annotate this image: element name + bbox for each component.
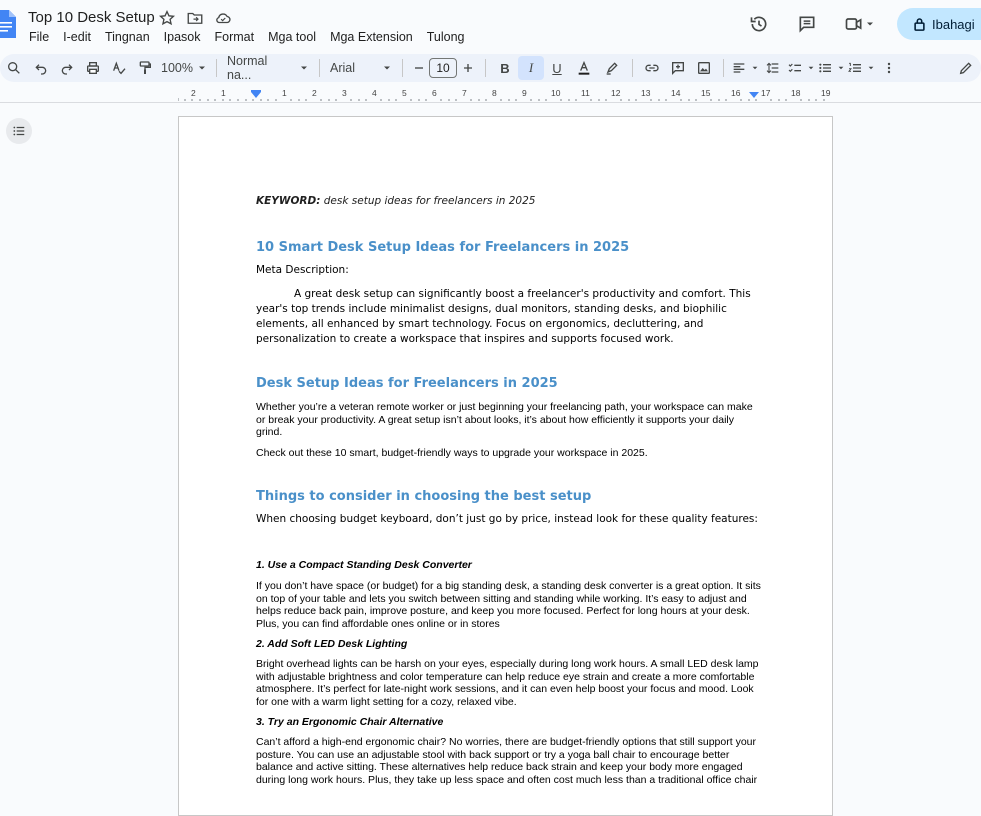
- chevron-down-icon: [807, 64, 815, 72]
- bold-button[interactable]: B: [500, 60, 510, 76]
- divider: [723, 59, 724, 77]
- ruler-label: 9: [522, 88, 527, 98]
- meet-button[interactable]: [843, 14, 875, 34]
- spellcheck-icon[interactable]: [106, 56, 132, 80]
- highlight-color-icon[interactable]: [598, 56, 626, 80]
- move-folder-icon[interactable]: [186, 9, 204, 27]
- checklist-select[interactable]: [786, 56, 816, 80]
- ruler-label: 14: [671, 88, 681, 98]
- ruler-label: 19: [821, 88, 831, 98]
- decrease-font-size-icon[interactable]: [409, 56, 429, 80]
- consider-paragraph: When choosing budget keyboard, don’t just go by price, instead look for these quality features:: [256, 513, 758, 525]
- left-indent-marker: [251, 92, 261, 98]
- ruler-label: 4: [372, 88, 377, 98]
- version-history-icon[interactable]: [747, 12, 771, 36]
- menu-extensions[interactable]: Mga Extension: [330, 30, 413, 44]
- keyword-value: desk setup ideas for freelancers in 2025: [320, 195, 536, 207]
- menu-format[interactable]: Format: [214, 30, 255, 44]
- chevron-down-icon: [197, 63, 207, 73]
- share-label: Ibahagi: [932, 16, 975, 32]
- ruler-label: 8: [492, 88, 497, 98]
- horizontal-ruler[interactable]: [178, 88, 833, 102]
- item-1-text: If you don’t have space (or budget) for a big standing desk, a standing desk converter is a great option. It sits on top of your table and lets you switch between sitting and standing while working. It’s easy to adjust and helps reduce back pain, improve posture, and keep you more focused. Perfect for long hours at your desk. Plus, you can find affordable ones online or in stores: [256, 580, 761, 630]
- keyword-line: [256, 195, 761, 210]
- underline-button[interactable]: U: [552, 60, 562, 76]
- intro-paragraph-1: Whether you’re a veteran remote worker or just beginning your freelancing path, your workspace can make or break your productivity. A great setup isn’t about looks, it’s about how efficiently it supports your daily grind.: [256, 401, 753, 438]
- ruler-label: 7: [462, 88, 467, 98]
- italic-button[interactable]: I: [518, 56, 544, 80]
- divider: [632, 59, 633, 77]
- style-value: Normal na...: [227, 54, 268, 82]
- edit-mode-icon[interactable]: [953, 56, 979, 80]
- paint-format-icon[interactable]: [132, 56, 158, 80]
- share-button[interactable]: [897, 8, 981, 40]
- ruler-label: 11: [581, 88, 590, 98]
- chevron-down-icon: [865, 19, 875, 29]
- font-select[interactable]: [326, 56, 396, 80]
- zoom-value: 100%: [161, 61, 193, 75]
- ruler-label: 15: [701, 88, 711, 98]
- ruler-label: 17: [761, 88, 771, 98]
- divider: [319, 59, 320, 77]
- intro-paragraph-2: Check out these 10 smart, budget-friendly ways to upgrade your workspace in 2025.: [256, 446, 648, 459]
- chevron-down-icon: [751, 64, 759, 72]
- ruler-label: 13: [641, 88, 651, 98]
- search-menus-icon[interactable]: [0, 56, 28, 80]
- redo-icon[interactable]: [54, 56, 80, 80]
- ruler-label: 16: [731, 88, 741, 98]
- font-value: Arial: [330, 61, 356, 75]
- align-left-select[interactable]: [730, 56, 760, 80]
- text-color-icon[interactable]: [570, 56, 598, 80]
- lock-icon: [913, 17, 926, 31]
- item-2-text: Bright overhead lights can be harsh on your eyes, especially during long work hours. A small LED desk lamp with adjustable brightness and color temperature can help reduce eye strain and create a more comfortable atmosphere. It’s perfect for late-night work sessions, and it can even help boost your focus and mood. Look for one with a warm light setting for a cozy, relaxed vibe.: [256, 658, 759, 708]
- document-page[interactable]: [178, 116, 833, 816]
- keyword-label: KEYWORD:: [256, 195, 321, 207]
- item-1-heading: 1. Use a Compact Standing Desk Converter: [256, 559, 472, 571]
- star-icon[interactable]: [158, 9, 176, 27]
- menu-view[interactable]: Tingnan: [104, 30, 150, 44]
- divider: [402, 59, 403, 77]
- document-outline-button[interactable]: [6, 118, 32, 144]
- chevron-down-icon: [867, 64, 875, 72]
- docs-logo-icon[interactable]: [0, 10, 16, 38]
- increase-font-size-icon[interactable]: [457, 56, 479, 80]
- meta-description-label: Meta Description:: [256, 264, 349, 276]
- menu-insert[interactable]: Ipasok: [163, 30, 201, 44]
- meta-description-text: A great desk setup can significantly boost a freelancer's productivity and comfort. This year's top trends include minimalist designs, dual monitors, standing desks, and biophilic elements, all enhanced by smart technology. Focus on ergonomics, decluttering, and personalization to create a workspace that inspires and supports focused work.: [256, 288, 751, 345]
- heading-desk-setup-ideas: Desk Setup Ideas for Freelancers in 2025: [256, 376, 558, 391]
- menu-tools[interactable]: Mga tool: [268, 30, 317, 44]
- add-comment-icon[interactable]: [665, 56, 691, 80]
- comments-icon[interactable]: [795, 12, 819, 36]
- chevron-down-icon: [382, 63, 392, 73]
- ruler-label: 3: [342, 88, 347, 98]
- cloud-status-icon[interactable]: [214, 9, 232, 27]
- item-3-heading: 3. Try an Ergonomic Chair Alternative: [256, 716, 444, 728]
- ruler-label: 2: [191, 88, 196, 98]
- ruler-label: 5: [402, 88, 407, 98]
- menu-file[interactable]: File: [29, 30, 50, 44]
- numbered-list-select[interactable]: [846, 56, 876, 80]
- ruler-label: 6: [432, 88, 437, 98]
- undo-icon[interactable]: [28, 56, 54, 80]
- item-3-text: Can’t afford a high-end ergonomic chair? No worries, there are budget-friendly options that still support your posture. You can use an adjustable stool with back support or try a yoga ball chair to encourage better balance and active sitting. These alternatives help reduce back strain and keep your body more engaged during long work hours. Plus, they take up less space and often cost much less than a traditional office chair: [256, 736, 758, 786]
- video-camera-icon: [843, 14, 865, 34]
- heading-things-to-consider: Things to consider in choosing the best setup: [256, 489, 592, 504]
- line-spacing-icon[interactable]: [760, 56, 786, 80]
- font-size-input[interactable]: 10: [429, 58, 457, 78]
- menu-bar: [29, 30, 479, 44]
- divider: [485, 59, 486, 77]
- ruler-label: 2: [312, 88, 317, 98]
- formatting-toolbar: [0, 54, 981, 82]
- ruler-label: 10: [551, 88, 561, 98]
- ruler-label: 12: [611, 88, 621, 98]
- chevron-down-icon: [837, 64, 845, 72]
- zoom-select[interactable]: [158, 56, 210, 80]
- ruler-label: 1: [282, 88, 287, 98]
- right-indent-marker: [749, 92, 759, 98]
- insert-image-icon[interactable]: [691, 56, 717, 80]
- top-bar: [0, 0, 981, 52]
- ruler-label: 18: [791, 88, 801, 98]
- bulleted-list-select[interactable]: [816, 56, 846, 80]
- more-options-icon[interactable]: [876, 56, 902, 80]
- outline-list-icon: [12, 124, 26, 138]
- menu-help[interactable]: Tulong: [426, 30, 465, 44]
- chevron-down-icon: [299, 63, 309, 73]
- print-icon[interactable]: [80, 56, 106, 80]
- insert-link-icon[interactable]: [639, 56, 665, 80]
- document-body[interactable]: [256, 195, 761, 786]
- heading-title: 10 Smart Desk Setup Ideas for Freelancers in 2025: [256, 240, 630, 255]
- ruler-divider: [0, 102, 981, 103]
- menu-edit[interactable]: I-edit: [63, 30, 91, 44]
- item-2-heading: 2. Add Soft LED Desk Lighting: [256, 638, 408, 650]
- document-title[interactable]: Top 10 Desk Setup: [28, 9, 155, 26]
- paragraph-style-select[interactable]: [223, 56, 313, 80]
- divider: [216, 59, 217, 77]
- ruler-label: 1: [221, 88, 226, 98]
